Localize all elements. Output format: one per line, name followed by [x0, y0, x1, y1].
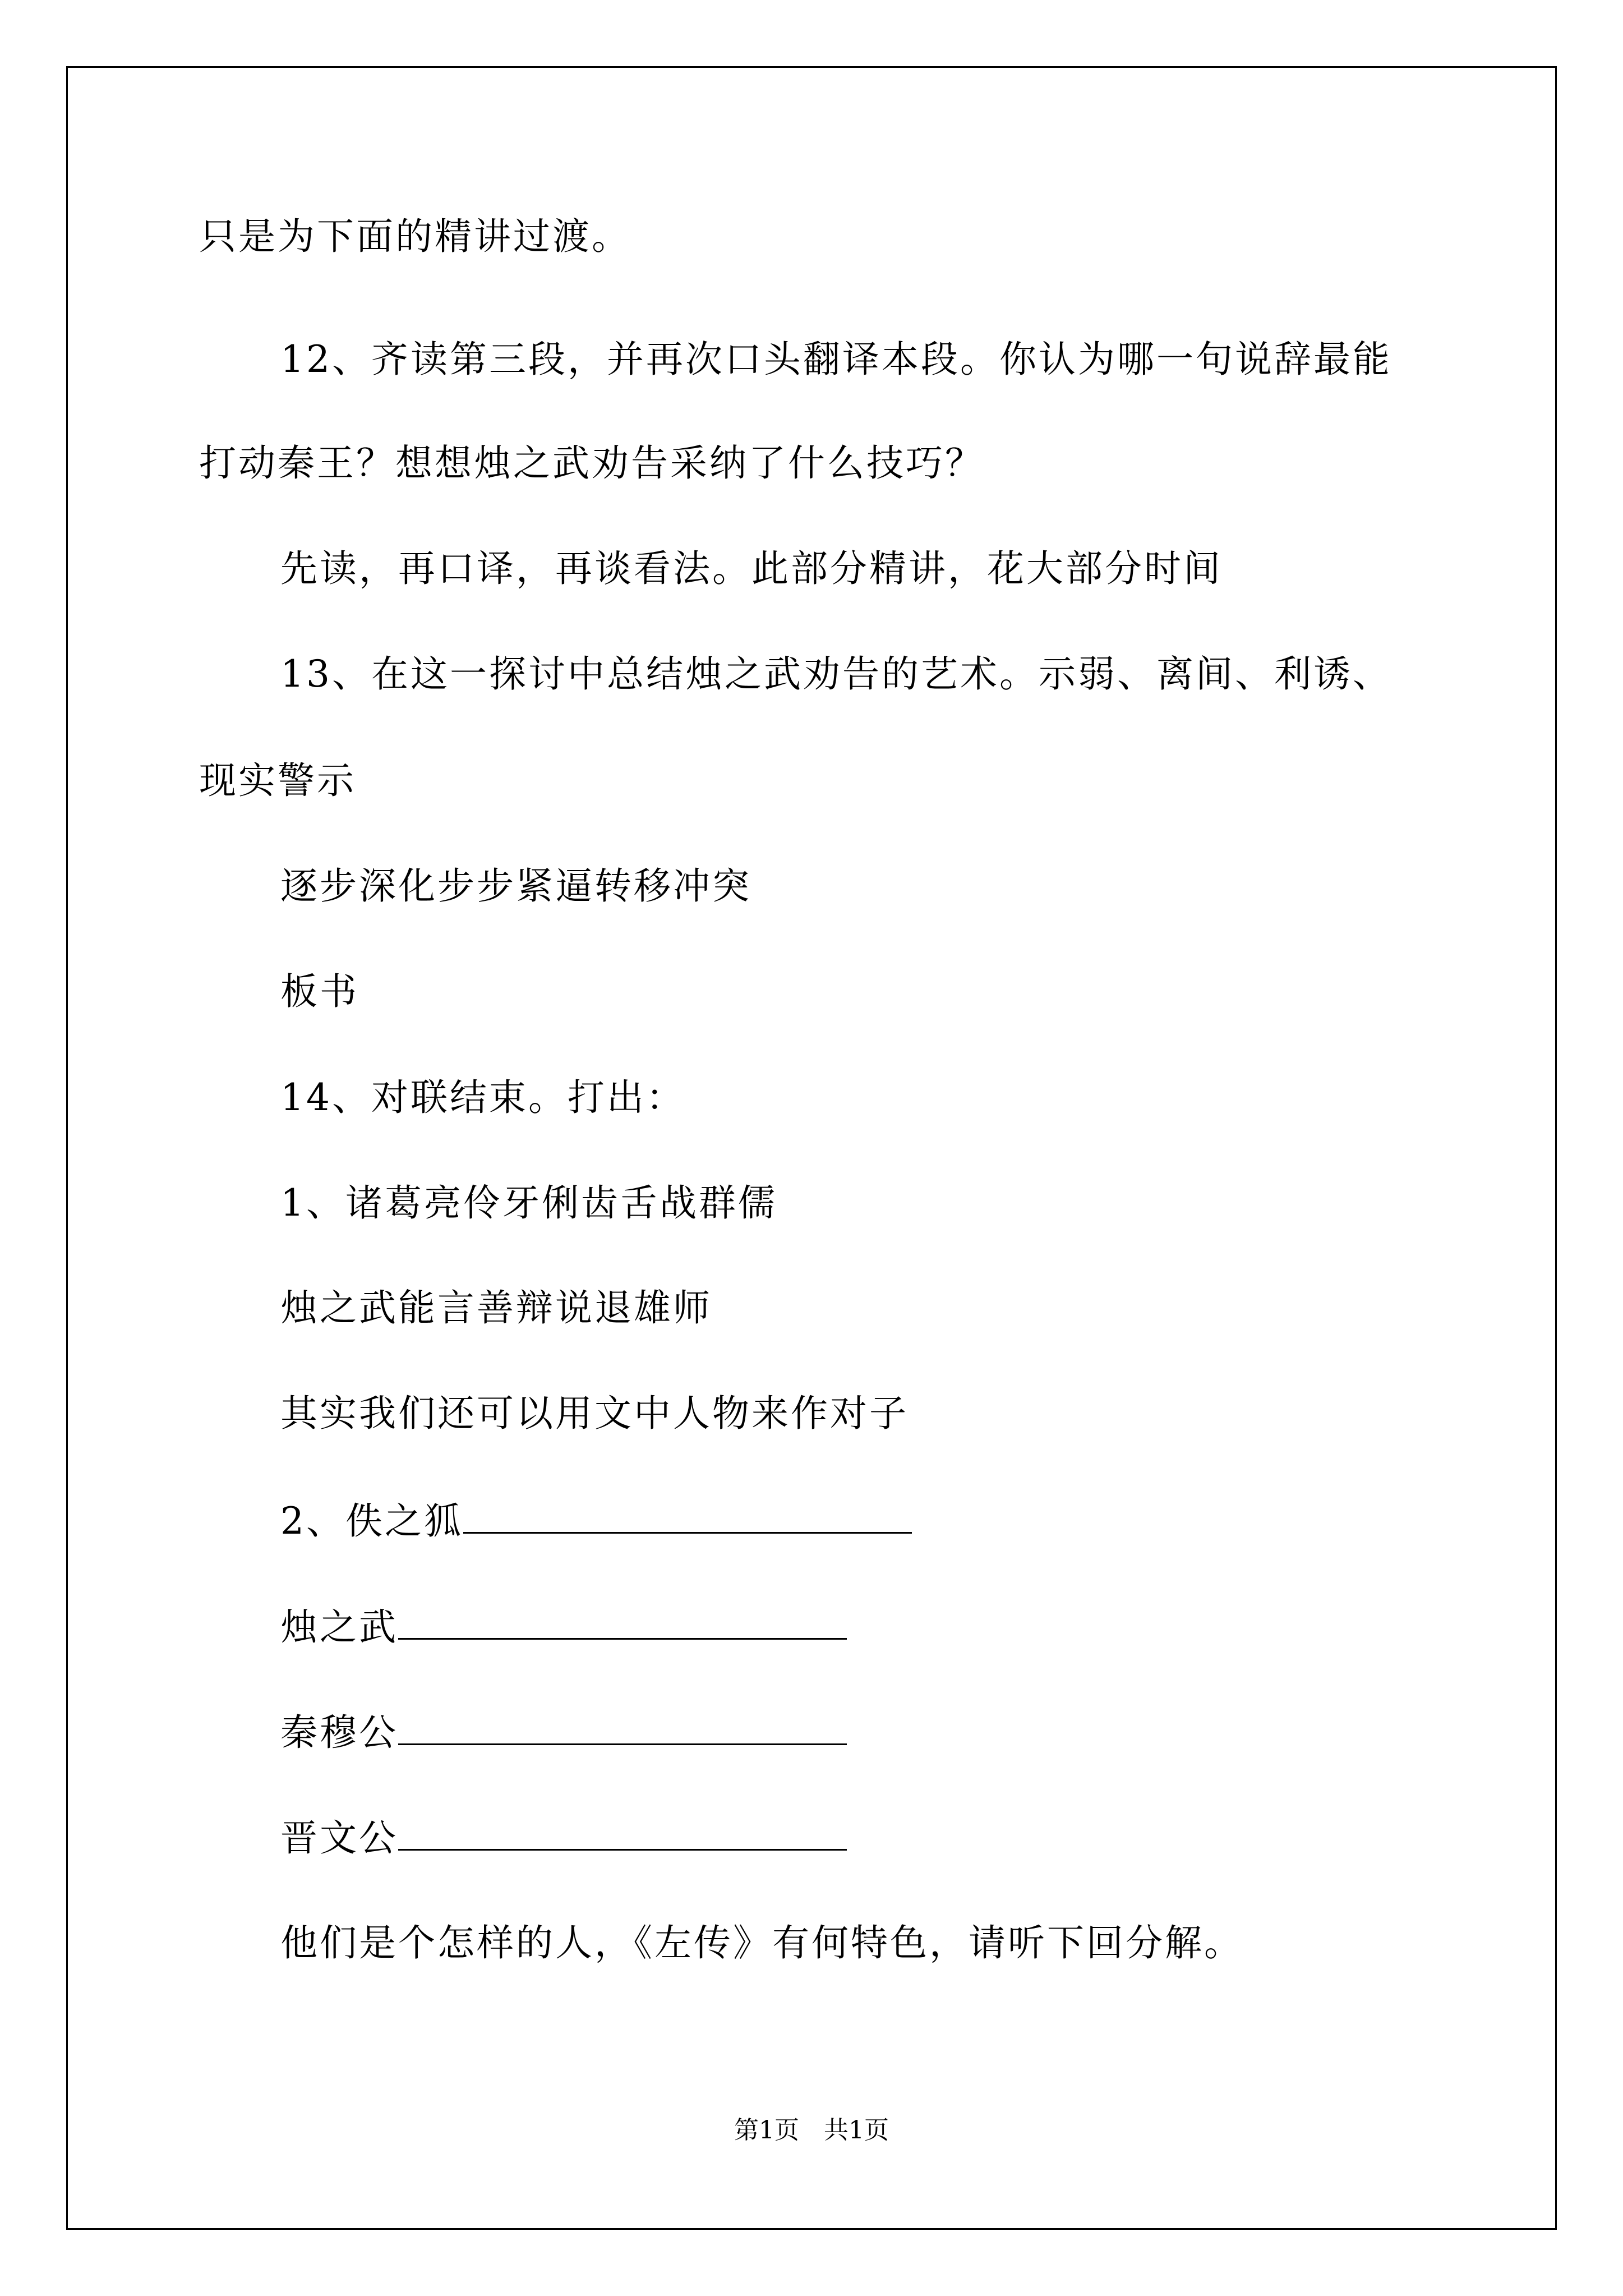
paragraph-line: 14、对联结束。打出： — [280, 1076, 685, 1119]
paragraph-line: 板书 — [280, 970, 359, 1013]
fill-in-blank[interactable] — [398, 1815, 847, 1851]
fill-in-label: 晋文公 — [280, 1816, 398, 1860]
fill-in-line — [280, 1604, 847, 1650]
paragraph-line: 先读，再口译，再谈看法。此部分精讲，花大部分时间 — [280, 547, 1223, 590]
fill-in-line — [280, 1498, 912, 1544]
paragraph-line: 1、诸葛亮伶牙俐齿舌战群儒 — [280, 1181, 777, 1225]
fill-in-blank[interactable] — [398, 1710, 847, 1745]
paragraph-line: 13、在这一探讨中总结烛之武劝告的艺术。示弱、离间、利诱、 — [280, 652, 1392, 696]
fill-in-line — [280, 1710, 847, 1755]
fill-in-blank[interactable] — [398, 1604, 847, 1640]
paragraph-line: 逐步深化步步紧逼转移冲突 — [280, 864, 751, 908]
fill-in-blank[interactable] — [463, 1498, 912, 1534]
page-footer: 第1页 共1页 — [734, 2116, 889, 2145]
fill-in-label: 秦穆公 — [280, 1711, 398, 1754]
fill-in-label: 烛之武 — [280, 1605, 398, 1649]
paragraph-line: 烛之武能言善辩说退雄师 — [280, 1286, 712, 1329]
fill-in-label: 2、佚之狐 — [280, 1499, 463, 1543]
paragraph-line: 打动秦王？想想烛之武劝告采纳了什么技巧？ — [199, 441, 984, 485]
paragraph-line: 其实我们还可以用文中人物来作对子 — [280, 1392, 909, 1435]
paragraph-line: 12、齐读第三段，并再次口头翻译本段。你认为哪一句说辞最能 — [280, 338, 1392, 381]
paragraph-line: 只是为下面的精讲过渡。 — [199, 215, 631, 258]
paragraph-line: 现实警示 — [199, 759, 356, 802]
paragraph-line: 他们是个怎样的人，《左传》有何特色，请听下回分解。 — [280, 1921, 1243, 1964]
fill-in-line — [280, 1815, 847, 1861]
